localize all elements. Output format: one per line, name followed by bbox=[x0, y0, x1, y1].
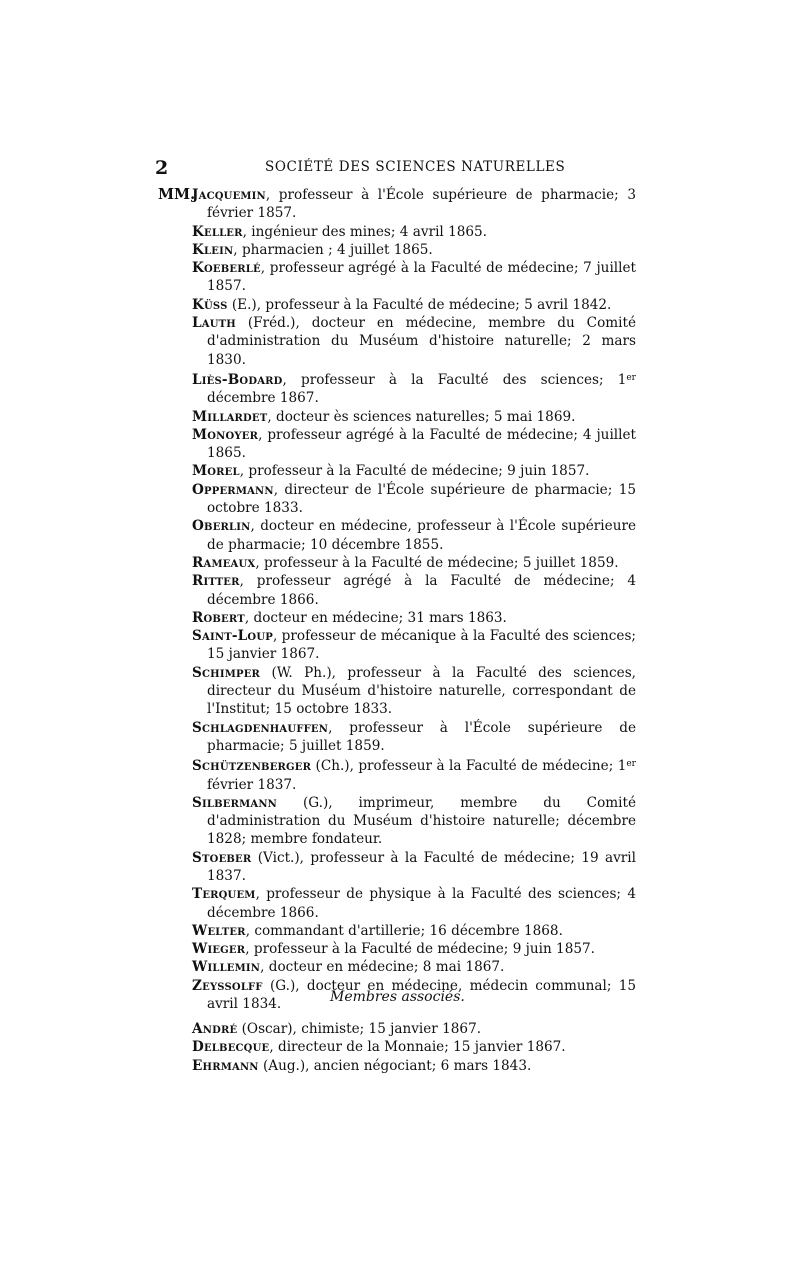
member-entry bbox=[192, 296, 636, 314]
member-entry bbox=[192, 408, 636, 426]
member-details: , directeur de la Monnaie; 15 janvier 1867. bbox=[269, 1039, 566, 1056]
members-prefix: MM. bbox=[158, 186, 196, 203]
member-name: Welter bbox=[192, 922, 246, 939]
member-details-continued: février 1837. bbox=[207, 776, 297, 793]
member-details: , docteur en médecine, professeur à l'École supérieure de pharmacie; 10 décembre 1855. bbox=[207, 518, 636, 553]
member-entry bbox=[192, 462, 636, 480]
member-name: Rameaux bbox=[192, 554, 256, 571]
member-details: , professeur de mécanique à la Faculté des sciences; 15 janvier 1867. bbox=[207, 628, 636, 663]
member-entry bbox=[192, 922, 636, 940]
member-entry bbox=[192, 259, 636, 296]
member-entry bbox=[192, 849, 636, 886]
associate-list bbox=[192, 1020, 636, 1075]
page-header bbox=[155, 157, 635, 179]
member-name: Ehrmann bbox=[192, 1057, 259, 1074]
member-name: Schlagdenhauffen bbox=[192, 719, 329, 736]
member-details: , professeur à la Faculté des sciences; bbox=[282, 371, 618, 388]
member-entry bbox=[192, 719, 636, 756]
member-details: , professeur agrégé à la Faculté de médecine; 4 décembre 1866. bbox=[207, 573, 636, 608]
member-entry bbox=[192, 186, 636, 223]
member-entry bbox=[192, 241, 636, 259]
member-name: Willemin bbox=[192, 959, 261, 976]
member-name: Schimper bbox=[192, 664, 261, 681]
member-entry bbox=[192, 572, 636, 609]
member-details: (Ch.), professeur à la Faculté de médecine; bbox=[311, 758, 618, 775]
member-entry bbox=[192, 794, 636, 849]
member-details: , professeur agrégé à la Faculté de médecine; 7 juillet 1857. bbox=[207, 260, 636, 295]
member-details: (G.), imprimeur, membre du Comité d'administration du Muséum d'histoire naturelle; décembre 1828; membre fondateur. bbox=[207, 794, 636, 848]
member-details: , professeur agrégé à la Faculté de médecine; 4 juillet 1865. bbox=[207, 426, 636, 462]
member-name: Schützenberger bbox=[192, 758, 312, 775]
member-details-continued: décembre 1867. bbox=[207, 390, 319, 407]
member-entry bbox=[192, 609, 636, 627]
member-list bbox=[192, 186, 636, 1013]
member-name: Jacquemin bbox=[192, 187, 266, 203]
ordinal-superscript: er bbox=[626, 372, 636, 383]
member-details: , docteur en médecine; 31 mars 1863. bbox=[244, 609, 507, 626]
member-details: , professeur à la Faculté de médecine; 5 juillet 1859. bbox=[255, 554, 619, 571]
member-name: Zeyssolff bbox=[192, 977, 263, 994]
member-details: (W. Ph.), professeur à la Faculté des sciences, directeur du Muséum d'histoire naturelle, correspondant de l'Institut; 15 octobre 1833. bbox=[207, 664, 636, 718]
member-entry bbox=[192, 885, 636, 922]
member-details: , docteur en médecine; 8 mai 1867. bbox=[260, 959, 505, 976]
section-title-associates: Membres associés. bbox=[330, 989, 465, 1005]
member-details: (G.), docteur en médecine, médecin communal; 15 avril 1834. bbox=[207, 977, 636, 1013]
page-number: 2 bbox=[155, 157, 169, 179]
member-name: Klein bbox=[192, 241, 234, 258]
member-entry bbox=[192, 426, 636, 463]
member-details: , professeur à la Faculté de médecine; 9 juin 1857. bbox=[239, 463, 590, 480]
running-title: SOCIÉTÉ DES SCIENCES NATURELLES bbox=[265, 159, 566, 175]
member-name: Liès-Bodard bbox=[192, 371, 283, 388]
member-name: Küss bbox=[192, 296, 228, 313]
member-name: Oppermann bbox=[192, 481, 274, 498]
member-name: Stoeber bbox=[192, 849, 252, 866]
member-details: , professeur à l'École supérieure de pharmacie; 5 juillet 1859. bbox=[207, 719, 636, 754]
member-details: (E.), professeur à la Faculté de médecine; 5 avril 1842. bbox=[227, 296, 612, 313]
member-name: Terquem bbox=[192, 886, 256, 903]
member-entry bbox=[192, 481, 636, 518]
associate-entry bbox=[192, 1038, 636, 1056]
member-name: Millardet bbox=[192, 408, 268, 425]
member-details: , professeur à la Faculté de médecine; 9 juin 1857. bbox=[245, 941, 595, 958]
associate-entry bbox=[192, 1057, 636, 1075]
member-entry bbox=[192, 664, 636, 719]
day-number: 1 bbox=[617, 758, 627, 775]
member-details: , professeur de physique à la Faculté des sciences; 4 décembre 1866. bbox=[207, 886, 636, 921]
member-name: André bbox=[192, 1021, 238, 1037]
day-number: 1 bbox=[617, 371, 627, 388]
member-name: Morel bbox=[192, 463, 240, 480]
member-details: (Oscar), chimiste; 15 janvier 1867. bbox=[237, 1021, 482, 1037]
member-details: , pharmacien ; 4 juillet 1865. bbox=[233, 241, 433, 258]
member-entry bbox=[192, 940, 636, 958]
member-name: Robert bbox=[192, 609, 245, 626]
member-name: Lauth bbox=[192, 315, 236, 332]
member-name: Silbermann bbox=[192, 794, 278, 811]
member-entry bbox=[192, 554, 636, 572]
member-entry bbox=[192, 517, 636, 554]
member-name: Koeberlé bbox=[192, 260, 261, 277]
member-details: , professeur à l'École supérieure de pharmacie; 3 février 1857. bbox=[207, 187, 636, 222]
member-entry bbox=[192, 314, 636, 369]
member-details: , directeur de l'École supérieure de pharmacie; 15 octobre 1833. bbox=[207, 481, 636, 517]
member-name: Delbecque bbox=[192, 1039, 270, 1056]
ordinal-superscript: er bbox=[626, 759, 636, 770]
member-details: , ingénieur des mines; 4 avril 1865. bbox=[242, 223, 487, 240]
member-entry bbox=[192, 958, 636, 976]
member-name: Ritter bbox=[192, 573, 240, 590]
member-name: Oberlin bbox=[192, 518, 251, 535]
member-name: Keller bbox=[192, 223, 243, 240]
member-entry bbox=[192, 369, 636, 408]
associate-entry bbox=[192, 1020, 636, 1038]
member-name: Wieger bbox=[192, 941, 246, 958]
member-entry bbox=[192, 627, 636, 664]
member-name: Saint-Loup bbox=[192, 628, 273, 645]
member-entry bbox=[192, 755, 636, 794]
member-details: , docteur ès sciences naturelles; 5 mai 1869. bbox=[267, 408, 576, 425]
member-details: (Fréd.), docteur en médecine, membre du Comité d'administration du Muséum d'histoire naturelle; 2 mars 1830. bbox=[207, 315, 636, 368]
member-details: (Aug.), ancien négociant; 6 mars 1843. bbox=[258, 1057, 532, 1074]
member-name: Monoyer bbox=[192, 426, 259, 443]
member-details: , commandant d'artillerie; 16 décembre 1868. bbox=[245, 922, 563, 939]
member-entry bbox=[192, 223, 636, 241]
member-details: (Vict.), professeur à la Faculté de médecine; 19 avril 1837. bbox=[207, 849, 636, 884]
